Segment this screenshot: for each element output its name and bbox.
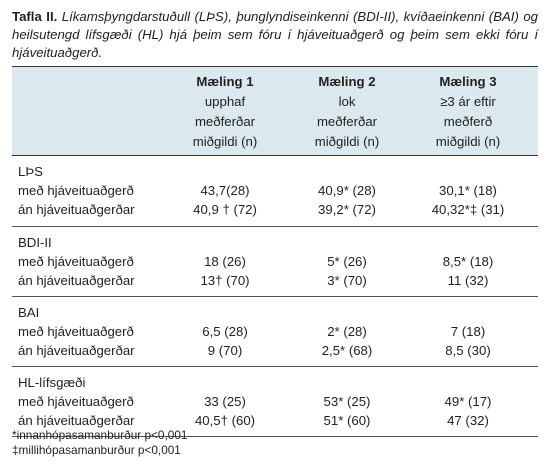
cell-measure-2: 3* (70) <box>327 273 367 288</box>
table-row <box>12 341 538 360</box>
header-subtitle: lok <box>338 94 356 109</box>
cell-measure-3: 11 (32) <box>447 273 489 288</box>
cell-measure-1: 40,5† (60) <box>194 413 256 428</box>
header-subtitle: ≥3 ár eftir <box>440 94 496 109</box>
footnote: ‡millihópasamanburður p<0,001 <box>12 443 181 457</box>
caption-label: Tafla II. <box>12 9 58 24</box>
section-lths <box>12 156 538 227</box>
header-unit: miðgildi (n) <box>192 134 258 149</box>
cell-measure-1: 18 (26) <box>204 254 246 269</box>
cell-measure-3: 8,5* (18) <box>442 254 494 269</box>
header-subtitle: upphaf <box>204 94 246 109</box>
cell-measure-2: 5* (26) <box>327 254 367 269</box>
header-column-2 <box>287 72 407 152</box>
header-column-3 <box>408 72 528 152</box>
row-label: án hjáveituaðgerðar <box>18 202 135 217</box>
cell-measure-2: 39,2* (72) <box>318 202 376 217</box>
cell-measure-3: 40,32*‡ (31) <box>431 202 505 217</box>
row-label: án hjáveituaðgerðar <box>18 413 135 428</box>
cell-measure-1: 43,7(28) <box>200 183 250 198</box>
table-row <box>12 200 538 219</box>
row-label: án hjáveituaðgerðar <box>18 273 135 288</box>
header-column-1 <box>165 72 285 152</box>
cell-measure-3: 7 (18) <box>450 324 486 339</box>
caption-text: Líkamsþyngdarstuðull (LÞS), þunglyndiseinkenni (BDI-II), kvíðaeinkenni (BAI) og heilsutengd lífsgæði (HL) hjá þeim sem fóru í hjáveituaðgerð og þeim sem ekki fóru í hjáveituaðgerð. <box>12 9 538 60</box>
row-label: án hjáveituaðgerðar <box>18 343 135 358</box>
row-label: með hjáveituaðgerð <box>18 183 134 198</box>
cell-measure-1: 9 (70) <box>207 343 243 358</box>
table-caption <box>12 8 538 62</box>
cell-measure-3: 8,5 (30) <box>445 343 491 358</box>
cell-measure-3: 47 (32) <box>447 413 489 428</box>
row-label: með hjáveituaðgerð <box>18 324 134 339</box>
table-row <box>12 392 538 411</box>
table-header <box>12 67 538 155</box>
table-row <box>12 322 538 341</box>
cell-measure-2: 40,9* (28) <box>318 183 376 198</box>
section-bdi <box>12 227 538 297</box>
section-bai <box>12 297 538 367</box>
footnote: *innanhópasamanburður p<0,001 <box>12 428 188 442</box>
cell-measure-2: 51* (60) <box>323 413 371 428</box>
cell-measure-2: 2* (28) <box>327 324 367 339</box>
section-hl <box>12 367 538 437</box>
section-title: BDI-II <box>18 235 52 250</box>
row-label: með hjáveituaðgerð <box>18 394 134 409</box>
header-title: Mæling 3 <box>439 74 497 89</box>
section-title: BAI <box>18 305 40 320</box>
cell-measure-3: 49* (17) <box>444 394 492 409</box>
cell-measure-1: 33 (25) <box>204 394 246 409</box>
section-title: LÞS <box>18 164 43 179</box>
cell-measure-1: 13† (70) <box>200 273 250 288</box>
cell-measure-3: 30,1* (18) <box>439 183 497 198</box>
header-subtitle: meðferðar <box>316 114 378 129</box>
table-row <box>12 181 538 200</box>
header-title: Mæling 1 <box>196 74 254 89</box>
table-row <box>12 252 538 271</box>
header-unit: miðgildi (n) <box>435 134 501 149</box>
header-subtitle: meðferðar <box>194 114 256 129</box>
footnotes <box>12 428 187 458</box>
cell-measure-1: 6,5 (28) <box>202 324 248 339</box>
header-title: Mæling 2 <box>318 74 376 89</box>
header-subtitle: meðferð <box>443 114 493 129</box>
table-row <box>12 271 538 290</box>
data-table <box>12 66 538 437</box>
cell-measure-1: 40,9 † (72) <box>193 202 257 217</box>
cell-measure-2: 53* (25) <box>323 394 371 409</box>
row-label: með hjáveituaðgerð <box>18 254 134 269</box>
header-unit: miðgildi (n) <box>314 134 380 149</box>
section-title: HL-lífsgæði <box>18 375 86 390</box>
cell-measure-2: 2,5* (68) <box>321 343 373 358</box>
